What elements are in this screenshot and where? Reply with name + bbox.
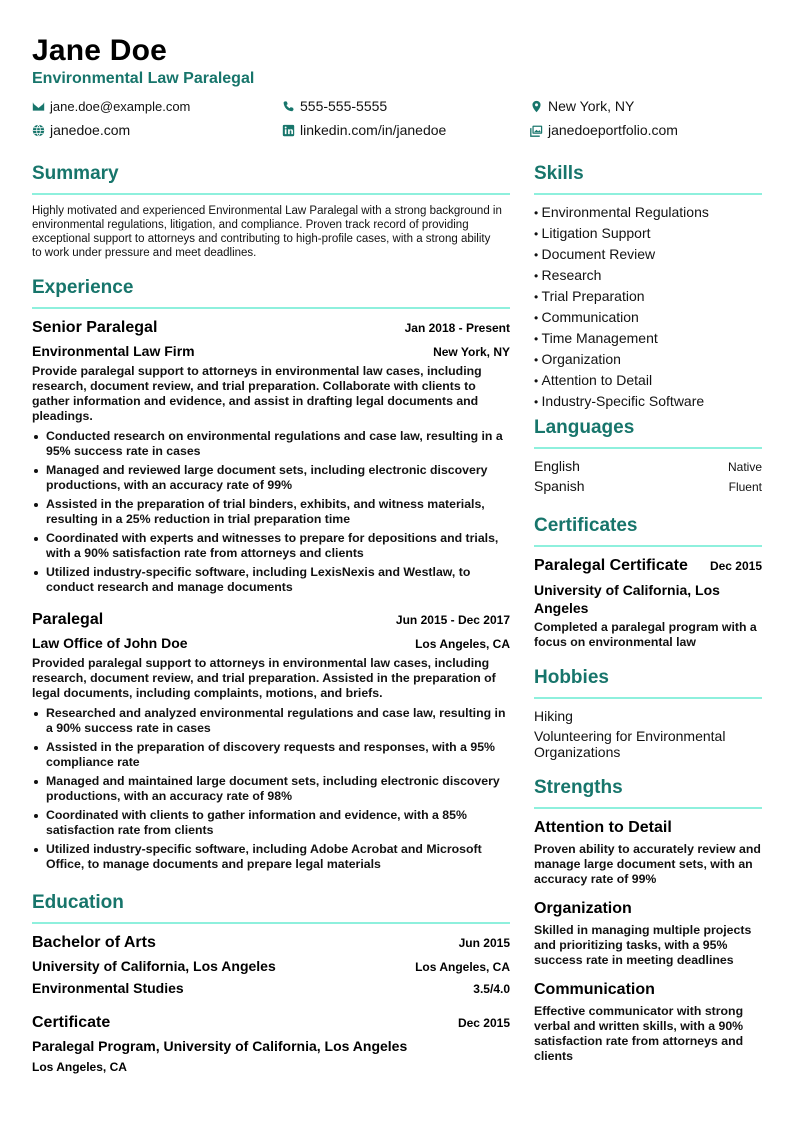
contact-location-text: New York, NY <box>548 98 635 114</box>
strengths-rule <box>534 807 762 809</box>
language-level: Fluent <box>728 480 762 494</box>
contact-email-text: jane.doe@example.com <box>50 99 191 114</box>
languages-rule <box>534 447 762 449</box>
strength-title: Organization <box>534 900 632 917</box>
candidate-title: Environmental Law Paralegal <box>32 70 255 87</box>
skills-rule <box>534 193 762 195</box>
education-rule <box>32 922 510 924</box>
summary-heading: Summary <box>32 163 119 184</box>
contact-website-text: janedoe.com <box>50 122 131 138</box>
education-degree: Bachelor of Arts <box>32 934 156 951</box>
skill-item: • Attention to Detail <box>534 370 762 391</box>
job-bullet: Assisted in the preparation of discovery requests and responses, with a 95% compliance rate <box>32 740 508 770</box>
education-location: Los Angeles, CA <box>32 1060 127 1074</box>
job-bullet: Assisted in the preparation of trial binders, exhibits, and witness materials, resulting in a 25% reduction in trial preparation time <box>32 497 508 527</box>
certificates-rule <box>534 545 762 547</box>
education-school: University of California, Los Angeles <box>32 958 276 974</box>
job-bullet: Managed and maintained large document sets, including electronic discovery productions, with an accuracy rate of 98% <box>32 774 508 804</box>
contact-linkedin-text: linkedin.com/in/janedoe <box>300 122 447 138</box>
language-name: English <box>534 458 580 474</box>
language-row <box>534 478 762 494</box>
education-gpa: 3.5/4.0 <box>473 982 510 996</box>
education-heading: Education <box>32 892 124 913</box>
job-bullet: Utilized industry-specific software, including LexisNexis and Westlaw, to conduct research and manage documents <box>32 565 508 595</box>
skill-item: • Trial Preparation <box>534 286 762 307</box>
globe-icon <box>32 124 45 137</box>
education-date: Jun 2015 <box>458 936 510 950</box>
job-dates: Jan 2018 - Present <box>404 321 510 335</box>
skills-list <box>534 202 762 412</box>
job-company: Law Office of John Doe <box>32 635 188 651</box>
education-location: Los Angeles, CA <box>415 960 510 974</box>
job-bullets <box>32 429 508 599</box>
job-description: Provided paralegal support to attorneys in environmental law cases, including research, document review, and trial preparation. Assisted in the preparation of legal documents, including complaints, motions, and briefs. <box>32 656 496 700</box>
skill-item: • Environmental Regulations <box>534 202 762 223</box>
language-name: Spanish <box>534 478 585 494</box>
skill-item: • Industry-Specific Software <box>534 391 762 412</box>
education-field: Environmental Studies <box>32 980 184 996</box>
contact-linkedin[interactable] <box>282 122 446 138</box>
job-location: New York, NY <box>433 345 510 359</box>
contact-email[interactable] <box>32 99 190 114</box>
contact-portfolio[interactable] <box>530 122 678 138</box>
job-bullet: Coordinated with experts and witnesses to prepare for depositions and trials, with a 90% satisfaction rate from attorneys and clients <box>32 531 508 561</box>
certificate-name: Paralegal Certificate <box>534 557 688 574</box>
education-program: Paralegal Program, University of California, Los Angeles <box>32 1038 408 1054</box>
job-role: Paralegal <box>32 611 104 628</box>
job-bullet: Utilized industry-specific software, including Adobe Acrobat and Microsoft Office, to manage documents and prepare legal materials <box>32 842 508 872</box>
hobbies-heading: Hobbies <box>534 667 609 688</box>
hobbies-rule <box>534 697 762 699</box>
contact-location <box>530 98 634 114</box>
mail-icon <box>32 100 45 113</box>
strength-text: Effective communicator with strong verbal and written skills, with a 90% satisfaction rate from attorneys and clients <box>534 1004 744 1063</box>
languages-heading: Languages <box>534 417 635 438</box>
job-bullet: Conducted research on environmental regulations and case law, resulting in a 95% success rate in cases <box>32 429 508 459</box>
education-date: Dec 2015 <box>457 1016 510 1030</box>
hobby-item: Volunteering for Environmental Organizations <box>534 728 726 760</box>
certificate-issuer: University of California, Los Angeles <box>534 582 720 616</box>
contact-phone-text: 555-555-5555 <box>300 98 388 114</box>
strength-title: Attention to Detail <box>534 819 672 836</box>
certificates-heading: Certificates <box>534 515 638 536</box>
experience-rule <box>32 307 510 309</box>
job-bullet: Managed and reviewed large document sets, including electronic discovery productions, with an accuracy rate of 99% <box>32 463 508 493</box>
map-pin-icon <box>530 100 543 113</box>
summary-text: Highly motivated and experienced Environmental Law Paralegal with a strong background in environmental regulations, litigation, and compliance. Proven track record of providing exceptional support to attorneys and contributing to high-profile cases, with a strong ability to work under pressure and meet deadlines. <box>32 205 502 259</box>
portfolio-icon <box>530 124 543 137</box>
experience-heading: Experience <box>32 277 134 298</box>
phone-icon <box>282 100 295 113</box>
job-role: Senior Paralegal <box>32 319 158 336</box>
job-bullet: Coordinated with clients to gather information and evidence, with a 85% satisfaction rate from clients <box>32 808 508 838</box>
strengths-heading: Strengths <box>534 777 623 798</box>
language-level: Native <box>727 460 762 474</box>
skill-item: • Time Management <box>534 328 762 349</box>
job-company: Environmental Law Firm <box>32 343 195 359</box>
skill-item: • Organization <box>534 349 762 370</box>
skill-item: • Document Review <box>534 244 762 265</box>
skill-item: • Research <box>534 265 762 286</box>
strength-text: Proven ability to accurately review and manage large document sets, with an accuracy rate of 99% <box>534 842 761 886</box>
skill-item: • Communication <box>534 307 762 328</box>
certificate-description: Completed a paralegal program with a focus on environmental law <box>534 620 757 649</box>
contact-portfolio-text: janedoeportfolio.com <box>548 122 678 138</box>
job-bullets <box>32 706 508 876</box>
contact-website[interactable] <box>32 122 130 138</box>
job-description: Provide paralegal support to attorneys in environmental law cases, including research, document review, and trial preparation. Collaborate with clients to gather information and evidence, and assist in drafting legal documents and pleadings. <box>32 364 482 423</box>
certificate-date: Dec 2015 <box>709 559 762 573</box>
hobby-item: Hiking <box>534 708 573 724</box>
skill-item: • Litigation Support <box>534 223 762 244</box>
job-dates: Jun 2015 - Dec 2017 <box>395 613 510 627</box>
candidate-name: Jane Doe <box>32 34 167 67</box>
summary-rule <box>32 193 510 195</box>
language-row <box>534 458 762 474</box>
strength-text: Skilled in managing multiple projects and prioritizing tasks, with a 95% success rate in meeting deadlines <box>534 923 752 967</box>
skills-heading: Skills <box>534 163 584 184</box>
education-degree: Certificate <box>32 1014 111 1031</box>
job-location: Los Angeles, CA <box>415 637 510 651</box>
strength-title: Communication <box>534 981 655 998</box>
linkedin-icon <box>282 124 295 137</box>
job-bullet: Researched and analyzed environmental regulations and case law, resulting in a 90% success rate in cases <box>32 706 508 736</box>
contact-phone[interactable] <box>282 98 387 114</box>
